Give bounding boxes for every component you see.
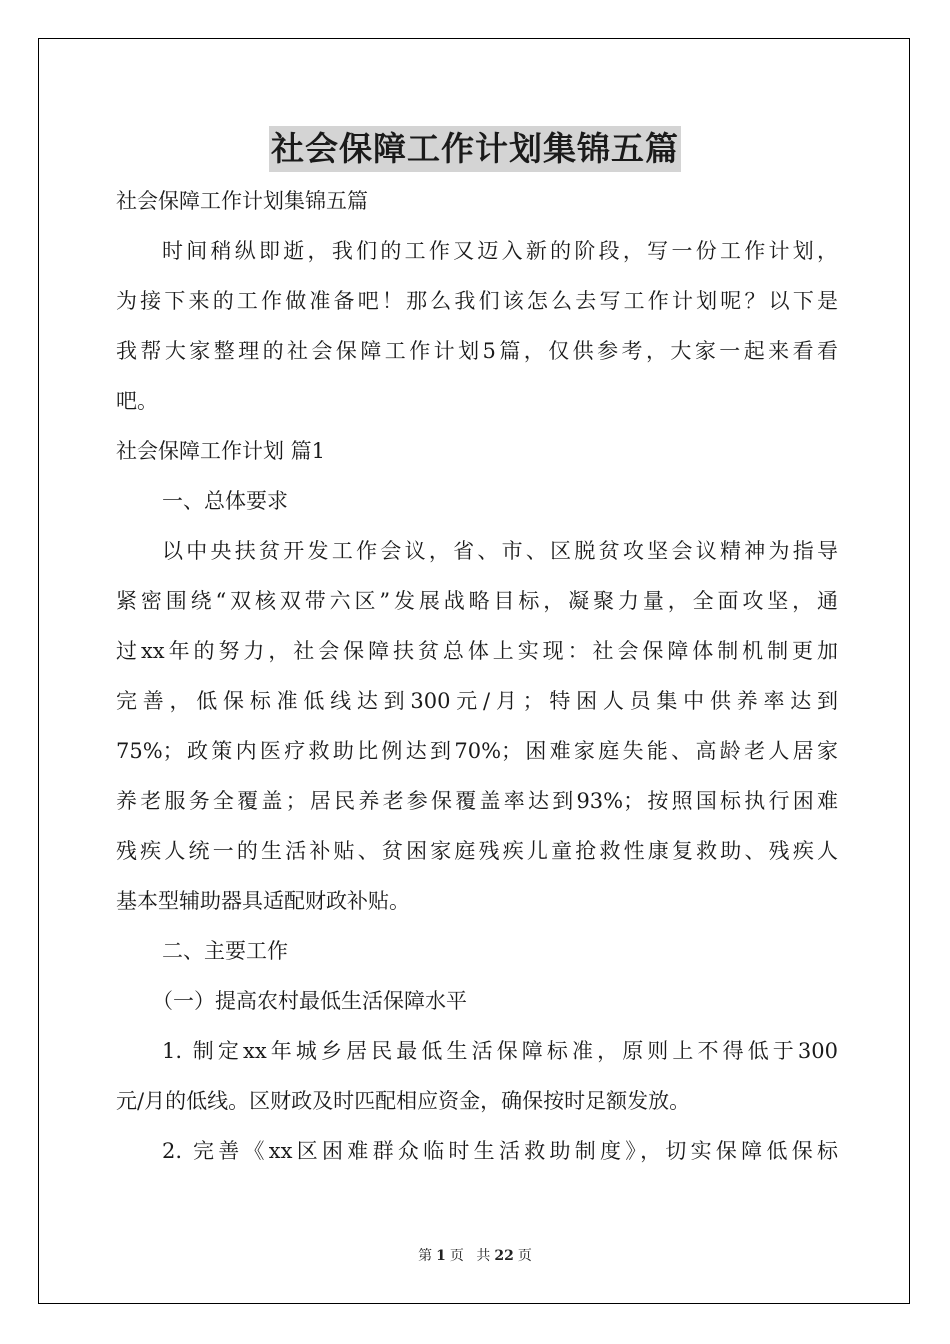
page-footer	[0, 1245, 950, 1265]
paragraph-line: 完善，低保标准低线达到300元/月；特困人员集中供养率达到	[116, 689, 838, 713]
paragraph-line: 吧。	[116, 389, 158, 413]
paragraph-line: 基本型辅助器具适配财政补贴。	[116, 889, 410, 913]
paragraph-line: 为接下来的工作做准备吧！那么我们该怎么去写工作计划呢？以下是	[116, 289, 838, 313]
section-subheading: 二、主要工作	[162, 939, 288, 963]
total-pages: 22	[494, 1248, 514, 1264]
title-container	[0, 126, 950, 172]
total-suffix: 页	[517, 1248, 532, 1264]
paragraph-line: 过xx年的努力，社会保障扶贫总体上实现：社会保障体制机制更加	[116, 639, 838, 663]
paragraph-line: 我帮大家整理的社会保障工作计划5篇，仅供参考，大家一起来看看	[116, 339, 838, 363]
paragraph-line: 紧密围绕“双核双带六区”发展战略目标，凝聚力量，全面攻坚，通	[116, 589, 838, 613]
paragraph-line: 75%；政策内医疗救助比例达到70%；困难家庭失能、高龄老人居家	[116, 739, 838, 763]
page-number: 1	[436, 1248, 446, 1264]
paragraph-line: 养老服务全覆盖；居民养老参保覆盖率达到93%；按照国标执行困难	[116, 789, 838, 813]
paragraph-line: 时间稍纵即逝，我们的工作又迈入新的阶段，写一份工作计划，	[162, 239, 838, 263]
section-subheading: 一、总体要求	[162, 489, 288, 513]
paragraph-line: 2. 完善《xx区困难群众临时生活救助制度》，切实保障低保标	[162, 1139, 838, 1163]
paragraph-line: 1. 制定xx年城乡居民最低生活保障标准，原则上不得低于300	[162, 1039, 838, 1063]
page-suffix: 页	[449, 1248, 464, 1264]
subtitle-line: 社会保障工作计划集锦五篇	[116, 189, 368, 213]
paragraph-line: 残疾人统一的生活补贴、贫困家庭残疾儿童抢救性康复救助、残疾人	[116, 839, 838, 863]
section-heading: 社会保障工作计划 篇1	[116, 439, 326, 463]
document-title: 社会保障工作计划集锦五篇	[269, 126, 681, 172]
total-prefix: 共	[476, 1248, 491, 1264]
paragraph-line: 元/月的低线。区财政及时匹配相应资金，确保按时足额发放。	[116, 1089, 691, 1113]
paragraph-line: 以中央扶贫开发工作会议，省、市、区脱贫攻坚会议精神为指导	[162, 539, 838, 563]
document-body	[116, 176, 838, 1176]
page-label	[416, 1248, 466, 1264]
page-prefix: 第	[418, 1248, 433, 1264]
total-label	[474, 1248, 533, 1264]
section-subheading: （一）提高农村最低生活保障水平	[152, 989, 467, 1013]
